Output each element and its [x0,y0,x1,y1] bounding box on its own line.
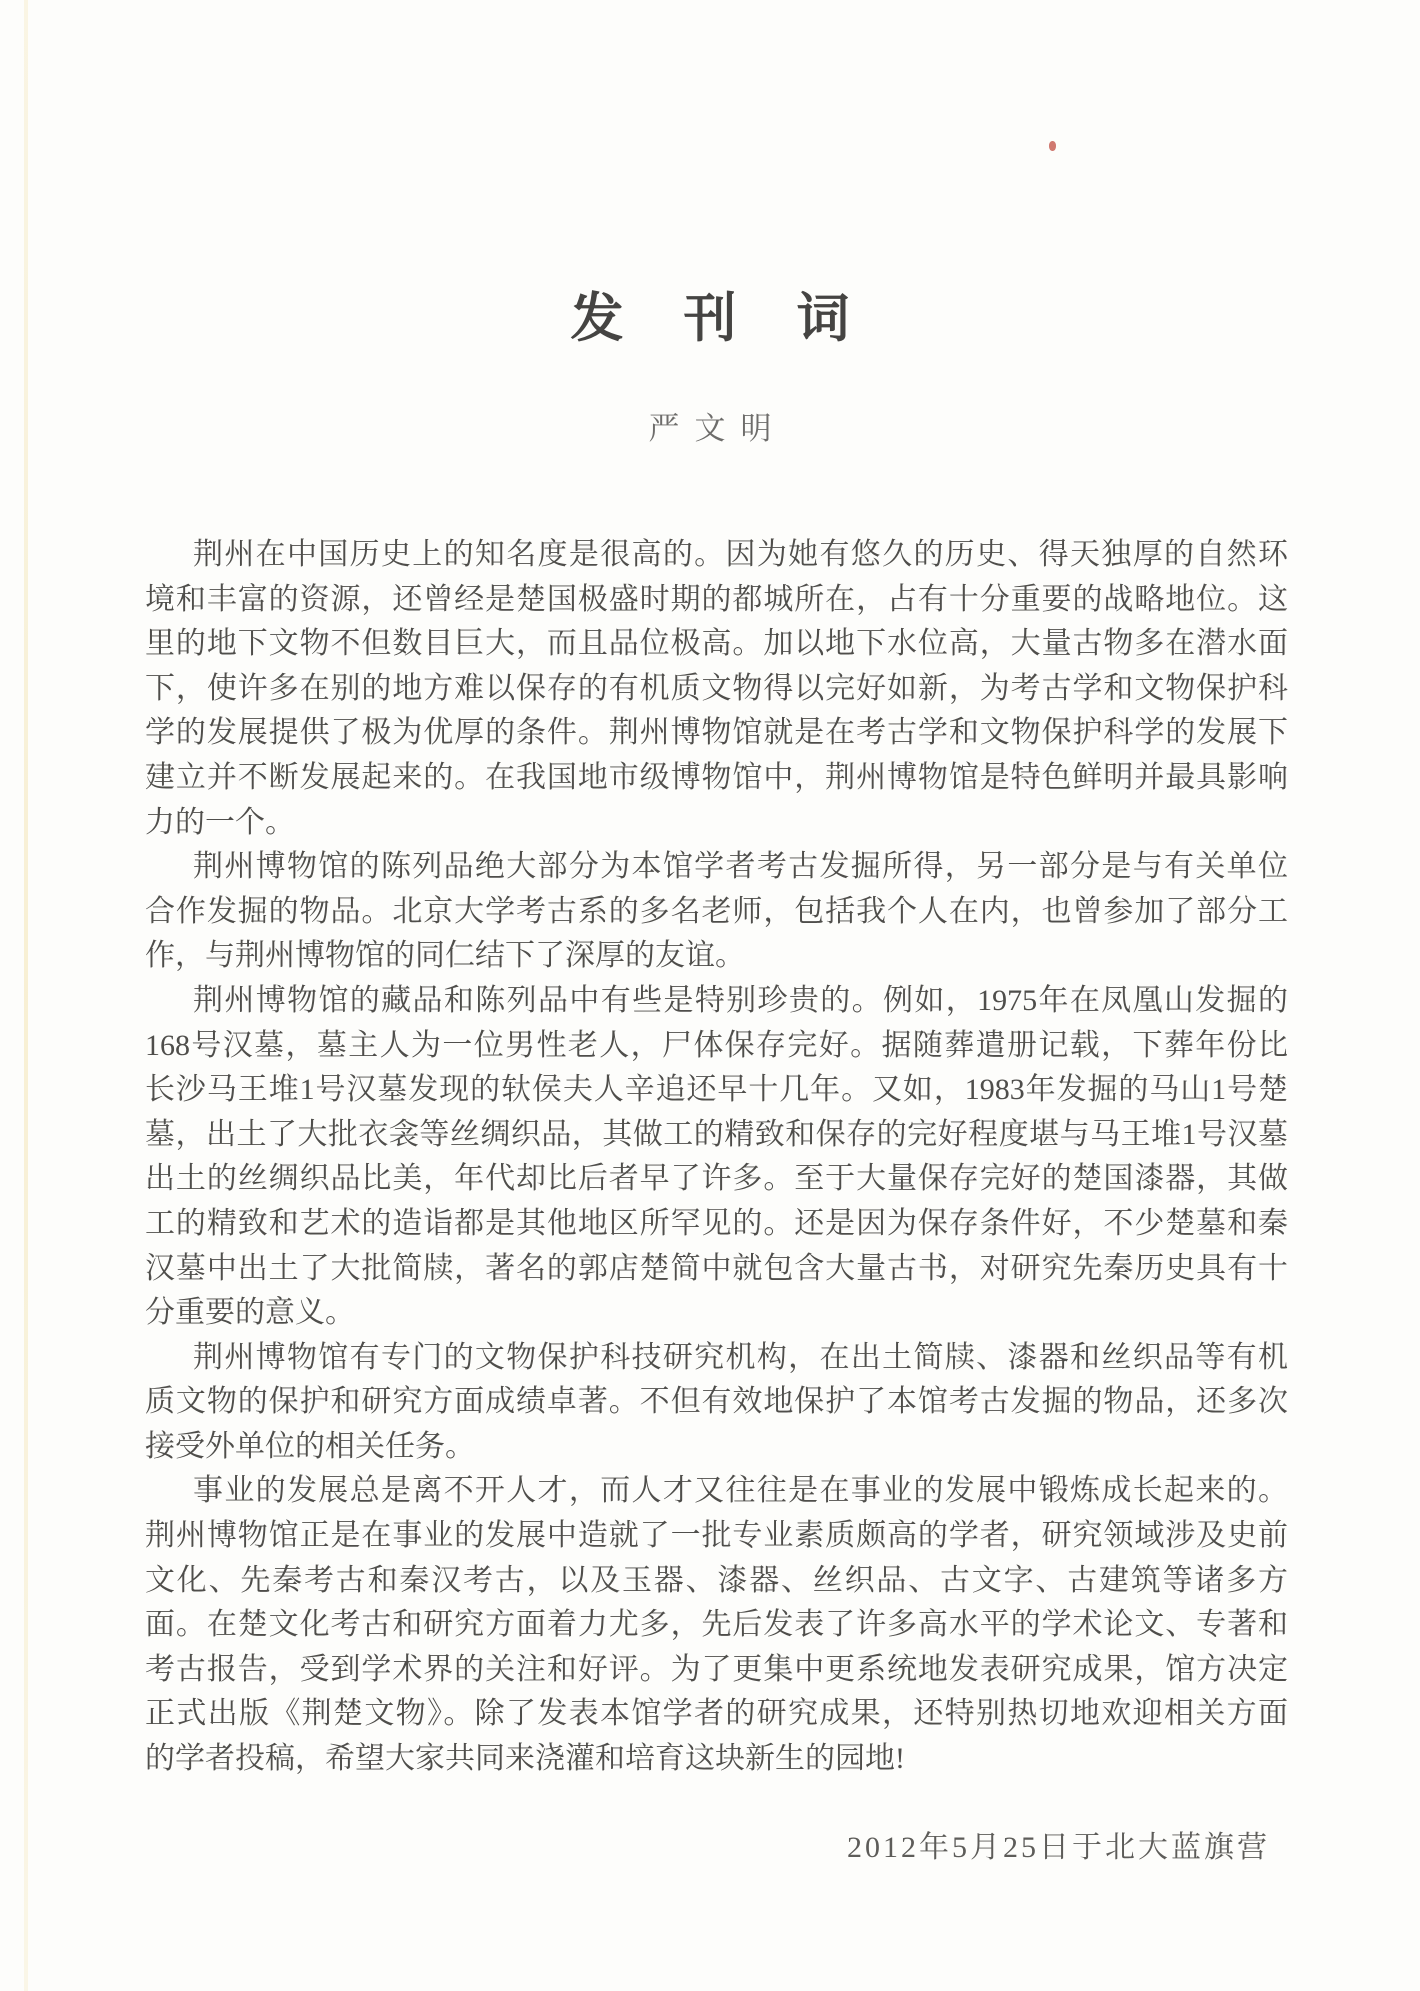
text-line: 境和丰富的资源，还曾经是楚国极盛时期的都城所在，占有十分重要的战略地位。这 [145,582,1288,616]
text-line: 荆州博物馆有专门的文物保护科技研究机构，在出土简牍、漆器和丝织品等有机 [193,1340,1288,1374]
text-line: 荆州博物馆的陈列品绝大部分为本馆学者考古发掘所得，另一部分是与有关单位 [193,850,1288,884]
text-line: 里的地下文物不但数目巨大，而且品位极高。加以地下水位高，大量古物多在潜水面 [145,627,1288,661]
text-line: 合作发掘的物品。北京大学考古系的多名老师，包括我个人在内，也曾参加了部分工 [145,894,1288,928]
text-line: 荆州博物馆的藏品和陈列品中有些是特别珍贵的。例如，1975年在凤凰山发掘的 [193,983,1288,1017]
text-line: 事业的发展总是离不开人才，而人才又往往是在事业的发展中锻炼成长起来的。 [193,1474,1288,1508]
body-text [145,533,1288,1782]
red-ink-speck [1049,141,1056,151]
text-line: 质文物的保护和研究方面成绩卓著。不但有效地保护了本馆考古发掘的物品，还多次 [145,1385,1288,1419]
text-line: 168号汉墓，墓主人为一位男性老人，尸体保存完好。据随葬遣册记载，下葬年份比 [145,1028,1288,1062]
text-line: 学的发展提供了极为优厚的条件。荆州博物馆就是在考古学和文物保护科学的发展下 [145,716,1288,750]
text-line: 正式出版《荆楚文物》。除了发表本馆学者的研究成果，还特别热切地欢迎相关方面 [145,1697,1288,1731]
dateline: 2012年5月25日于北大蓝旗营 [847,1831,1270,1864]
text-line: 力的一个。 [145,805,295,839]
text-line: 考古报告，受到学术界的关注和好评。为了更集中更系统地发表研究成果，馆方决定 [145,1652,1288,1686]
text-line: 的学者投稿，希望大家共同来浇灌和培育这块新生的园地! [145,1742,905,1776]
text-line: 荆州在中国历史上的知名度是很高的。因为她有悠久的历史、得天独厚的自然环 [193,538,1288,571]
text-line: 长沙马王堆1号汉墓发现的轪侯夫人辛追还早十几年。又如，1983年发掘的马山1号楚 [145,1073,1288,1107]
text-line: 作，与荆州博物馆的同仁结下了深厚的友谊。 [145,939,745,973]
author-name: 严文明 [648,411,787,446]
text-line: 分重要的意义。 [145,1296,355,1330]
text-line: 出土的丝绸织品比美，年代却比后者早了许多。至于大量保存完好的楚国漆器，其做 [145,1162,1288,1196]
text-line: 汉墓中出土了大批简牍，著名的郭店楚简中就包含大量古书，对研究先秦历史具有十 [145,1251,1288,1285]
text-line: 文化、先秦考古和秦汉考古，以及玉器、漆器、丝织品、古文字、古建筑等诸多方 [145,1563,1288,1597]
text-line: 下，使许多在别的地方难以保存的有机质文物得以完好如新，为考古学和文物保护科 [145,671,1288,705]
text-line: 接受外单位的相关任务。 [145,1429,475,1463]
text-line: 建立并不断发展起来的。在我国地市级博物馆中，荆州博物馆是特色鲜明并最具影响 [145,760,1288,794]
text-line: 面。在楚文化考古和研究方面着力尤多，先后发表了许多高水平的学术论文、专著和 [145,1608,1288,1642]
text-line: 荆州博物馆正是在事业的发展中造就了一批专业素质颇高的学者，研究领域涉及史前 [145,1519,1288,1553]
page-title: 发刊词 [570,290,910,348]
text-line: 墓，出土了大批衣衾等丝绸织品，其做工的精致和保存的完好程度堪与马王堆1号汉墓 [145,1117,1288,1151]
text-line: 工的精致和艺术的造诣都是其他地区所罕见的。还是因为保存条件好，不少楚墓和秦 [145,1206,1288,1240]
